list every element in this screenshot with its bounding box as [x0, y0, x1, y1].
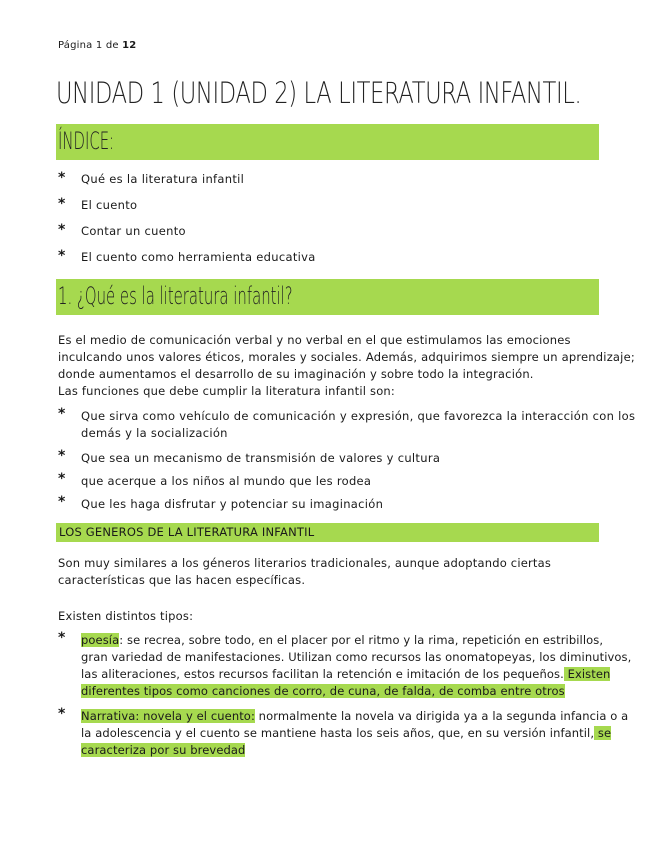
function-item: Que sirva como vehículo de comunicación y expresión, que favorezca la interacción con los [81, 409, 636, 423]
index-heading: ÍNDICE: [58, 127, 115, 155]
index-item: El cuento como herramienta educativa [81, 250, 316, 264]
paragraph-line: Las funciones que debe cumplir la literatura infantil son: [58, 384, 395, 398]
poesia-text: las aliteraciones, estos recursos facilitan la retención e imitación de los pequeños. [81, 667, 564, 681]
narrativa-line2 [81, 726, 611, 740]
section1-paragraph [58, 332, 635, 400]
poesia-highlight: diferentes tipos como canciones de corro, de cuna, de falda, de comba entre otros [81, 684, 565, 698]
narrativa-highlight: se [594, 726, 612, 740]
narrativa-text: la adolescencia y el cuento se mantiene hasta los seis años, que, en su versión infantil, [81, 726, 595, 740]
function-item: Que sea un mecanismo de transmisión de valores y cultura [81, 451, 441, 465]
poesia-term: poesía [81, 633, 120, 647]
function-item: que acerque a los niños al mundo que les rodea [81, 474, 372, 488]
bullet-asterisk: * [58, 494, 66, 510]
genres-heading: LOS GENEROS DE LA LITERATURA INFANTIL [59, 525, 315, 539]
poesia-line4 [81, 684, 565, 698]
function-item-cont: demás y la socialización [81, 426, 228, 440]
bullet-asterisk: * [58, 248, 66, 264]
paragraph-line: donde aumentamos el desarrollo de su imaginación y sobre todo la integración. [58, 367, 534, 381]
index-heading-band [56, 124, 599, 160]
index-item: Contar un cuento [81, 224, 186, 238]
poesia-text: : se recrea, sobre todo, en el placer por el ritmo y la rima, repetición en estribillos, [119, 633, 604, 647]
bullet-asterisk: * [58, 706, 66, 722]
page-number: Página 1 de 12 [58, 40, 137, 51]
bullet-asterisk: * [58, 406, 66, 422]
bullet-asterisk: * [58, 471, 66, 487]
function-item: Que les haga disfrutar y potenciar su imaginación [81, 497, 384, 511]
paragraph-line: inculcando unos valores éticos, morales y sociales. Además, adquirimos siempre un aprendizaje; [58, 350, 635, 364]
poesia-highlight: Existen [563, 667, 611, 681]
section1-heading: 1. ¿Qué es la literatura infantil? [58, 282, 293, 310]
narrativa-line1 [81, 709, 628, 723]
bullet-asterisk: * [58, 630, 66, 646]
bullet-asterisk: * [58, 448, 66, 464]
narrativa-highlight: caracteriza por su brevedad [81, 743, 246, 757]
genres-heading-band [56, 523, 599, 542]
genres-intro [58, 555, 598, 589]
bullet-asterisk: * [58, 170, 66, 186]
narrativa-term: Narrativa: novela y el cuento: [81, 709, 255, 723]
types-intro: Existen distintos tipos: [58, 609, 194, 623]
paragraph-line: Es el medio de comunicación verbal y no verbal en el que estimulamos las emociones [58, 333, 571, 347]
narrativa-line3 [81, 743, 245, 757]
poesia-line3 [81, 667, 610, 681]
section1-heading-band [56, 279, 599, 315]
index-item: Qué es la literatura infantil [81, 172, 245, 186]
narrativa-text: normalmente la novela va dirigida ya a la segunda infancia o a [254, 709, 629, 723]
page-title: UNIDAD 1 (UNIDAD 2) LA LITERATURA INFANTIL. [56, 76, 582, 110]
index-item: El cuento [81, 198, 138, 212]
paragraph-line: Son muy similares a los géneros literarios tradicionales, aunque adoptando ciertas [58, 556, 552, 570]
paragraph-line: características que las hacen específicas. [58, 573, 306, 587]
bullet-asterisk: * [58, 222, 66, 238]
poesia-line1 [81, 633, 603, 647]
bullet-asterisk: * [58, 196, 66, 212]
poesia-line2: gran variedad de manifestaciones. Utilizan como recursos las onomatopeyas, los diminutivos, [81, 650, 632, 664]
